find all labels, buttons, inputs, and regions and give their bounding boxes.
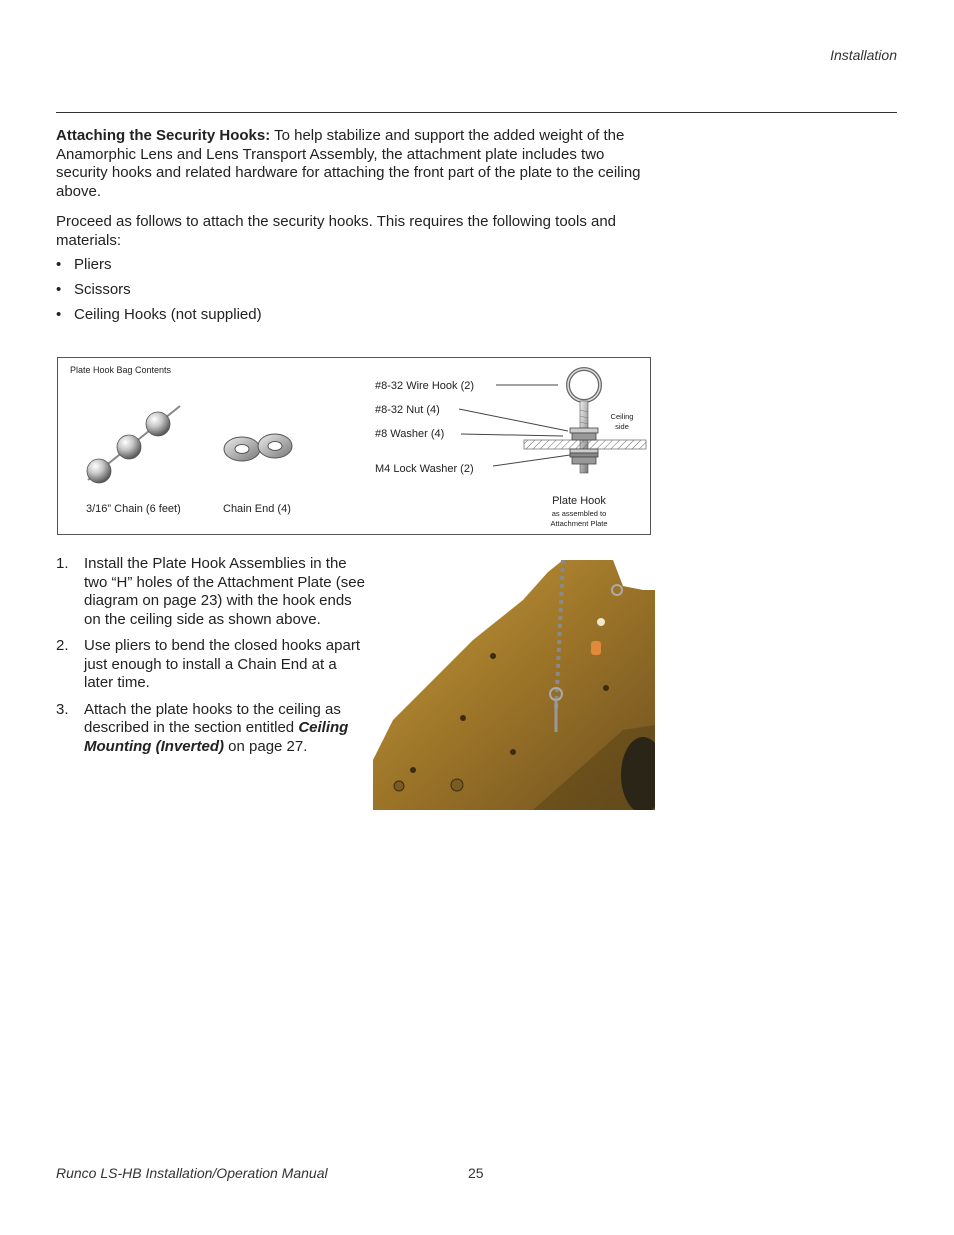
list-item [56,701,366,757]
list-item [56,555,366,629]
step-text: on page 27. [223,737,308,755]
lock-washer-label: M4 Lock Washer (2) [375,463,474,475]
nut-label: #8-32 Nut (4) [375,404,440,416]
chain-label: 3/16” Chain (6 feet) [86,503,181,515]
tool-label: Ceiling Hooks (not supplied) [74,306,262,323]
step-number: 1. [56,555,69,572]
plate-hook-sub2: Attachment Plate [550,519,608,528]
plate-hook-illustration [459,369,646,473]
step-number: 2. [56,637,69,654]
plate-hook-title: Plate Hook [552,495,606,507]
step-text: Install the Plate Hook Assemblies in the two “H” holes of the Attachment Plate (see diagram on page 23) with the hook ends on the ceiling side as shown above. [84,555,365,628]
list-item: • Scissors [56,281,131,298]
step-number: 3. [56,700,69,718]
cross-reference-link[interactable]: Ceiling Mounting (Inverted) [84,719,349,755]
footer-manual-title: Runco LS-HB Installation/Operation Manual [56,1165,328,1181]
step-text: Attach the plate hooks to the ceiling as described in the section entitled [84,700,341,736]
chain-end-label: Chain End (4) [223,503,291,515]
chain-illustration [87,406,180,483]
running-header: Installation [830,47,897,63]
chain-end-illustration [224,434,292,461]
wire-hook-label: #8-32 Wire Hook (2) [375,380,475,392]
proceed-paragraph: Proceed as follows to attach the security hooks. This requires the following tools and materials: [56,213,617,249]
plate-hook-figure [57,357,651,535]
washer-label: #8 Washer (4) [375,428,445,440]
tool-label: Scissors [74,281,131,298]
ceiling-side-label-2: side [615,422,629,431]
page-number: 25 [468,1165,484,1181]
tools-list [56,256,262,331]
steps-list [56,555,366,764]
intro-heading: Attaching the Security Hooks: [56,127,271,144]
attachment-plate-photo [373,560,655,810]
figure-title: Plate Hook Bag Contents [70,365,172,375]
header-rule [56,112,897,113]
list-item [56,637,366,693]
ceiling-side-label: Ceiling [610,412,634,421]
plate-hook-sub1: as assembled to [551,509,607,518]
step-text: Use pliers to bend the closed hooks apart just enough to install a Chain End at a later time. [84,637,360,691]
intro-paragraph [56,127,656,201]
intro-text: To help stabilize and support the added weight of the Anamorphic Lens and Lens Transport Assembly, the attachment plate includes two security hooks and related hardware for attaching the front part of the plate to the ceiling above. [56,127,641,200]
list-item: • Ceiling Hooks (not supplied) [56,306,262,323]
list-item: • Pliers [56,256,112,273]
tool-label: Pliers [74,256,112,273]
